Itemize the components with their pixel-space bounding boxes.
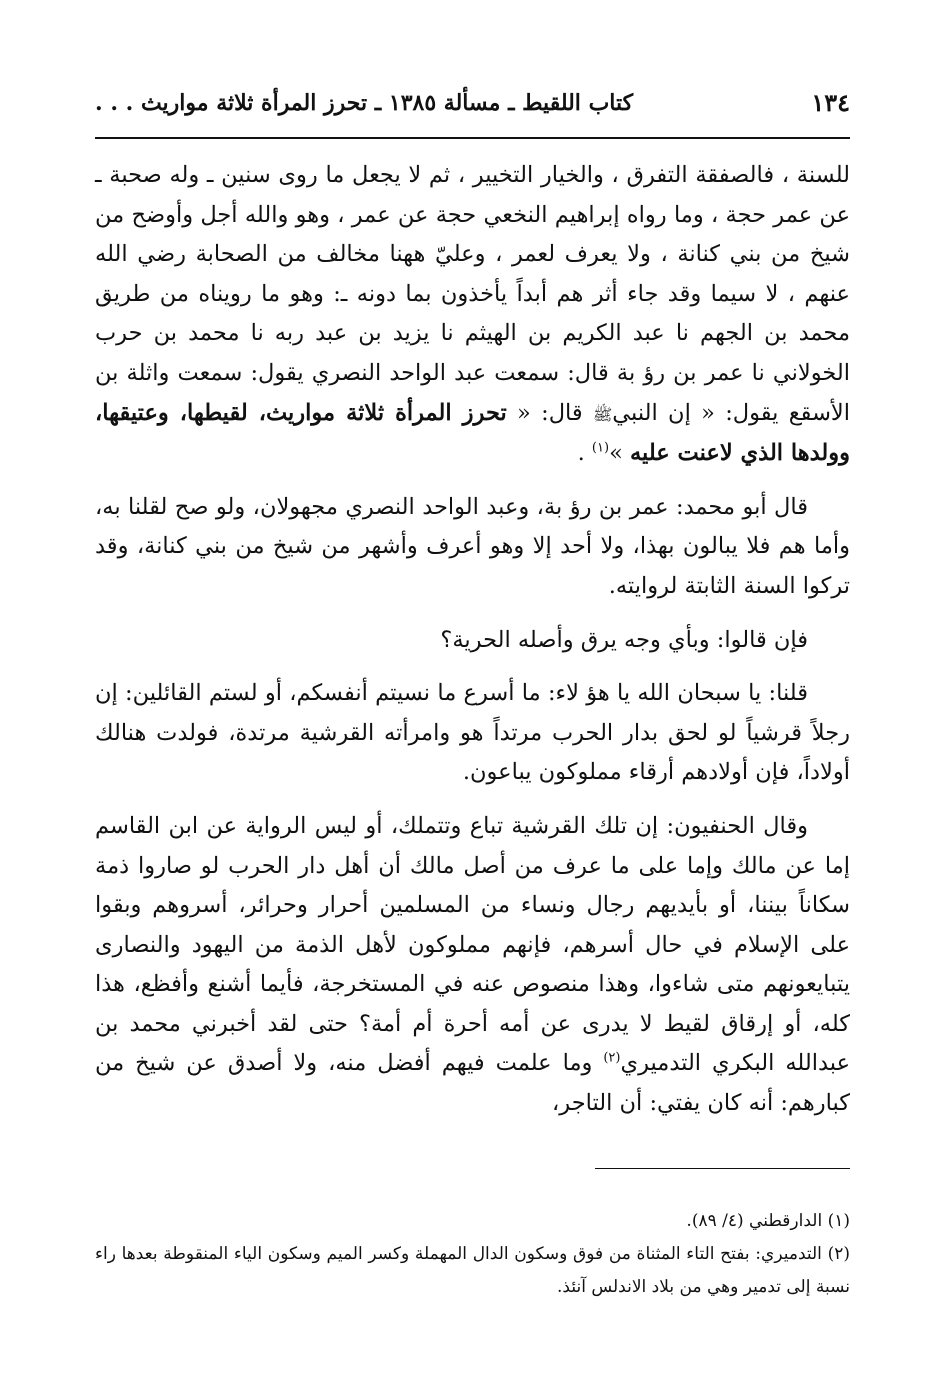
page-number: ١٣٤ bbox=[811, 88, 850, 117]
footnotes bbox=[95, 1205, 850, 1304]
hadith-quote: تحرز المرأة ثلاثة مواريث، لقيطها، وعتيقها، وولدها الذي لاعنت عليه bbox=[95, 399, 850, 467]
footnote-ref-1[interactable]: (١) bbox=[591, 440, 610, 456]
qala-text: قال: « bbox=[506, 399, 593, 426]
footnote-2: (٢) التدميري: بفتح التاء المثناة من فوق وسكون الدال المهملة وكسر الميم وسكون الياء المنقوطة بعدها راء نسبة إلى تدمير وهي من بلاد الاندلس آنئذ. bbox=[95, 1244, 850, 1297]
paragraph-text: وقال الحنفيون: إن تلك القرشية تباع وتتملك، أو ليس الرواية عن ابن القاسم إما عن مالك وإما على ما عرف من أصل مالك أن أهل دار الحرب لو صاروا ذمة سكاناً بيننا، أو بأيديهم رجال ونساء من المسلمين أحرار وحرائر، أسروهم وبقوا على الإسلام في حال أسرهم، فإنهم مملوكون لأهل الذمة من اليهود والنصارى يتبايعونهم متى شاءوا، وهذا منصوص عنه في المستخرجة، فأيما أشنع وأفظع، هذا كله، أو إرقاق لقيط لا يدرى عن أمه أحرة أم أمة؟ حتى لقد أخبرني محمد بن عبدالله البكري التدميري bbox=[95, 812, 850, 1077]
honorific-glyph: ﷺ bbox=[592, 404, 613, 424]
paragraph-end: وما علمت فيهم أفضل منه، ولا أصدق عن شيخ من كبارهم: أنه كان يفتي: أن التاجر، bbox=[95, 1050, 850, 1117]
footnote-rule bbox=[595, 1168, 850, 1169]
paragraph-end: . bbox=[577, 440, 592, 467]
paragraph-hanafis bbox=[95, 807, 850, 1124]
footnote-ref-2[interactable]: (٢) bbox=[603, 1050, 621, 1066]
quote-close: » bbox=[609, 440, 630, 467]
paragraph-text: للسنة ، فالصفقة التفرق ، والخيار التخيير ، ثم لا يجعل ما روى سنين ـ وله صحبة ـ عن عمر حجة ، وما رواه إبراهيم النخعي حجة عن عمر ، وهو والله أجل وأوضح من شيخ من بني كنانة ، ولا يعرف لعمر ، وعليّ ههنا مخالف من الصحابة رضي الله عنهم ، لا سيما وقد جاء أثر هم أبداً يأخذون بما دونه ـ: وهو ما رويناه من طريق محمد بن الجهم نا عبد الكريم بن الهيثم نا يزيد بن عبد ربه نا محمد بن حرب الخولاني نا عمر بن رؤ بة قال: سمعت عبد الواحد النصري يقول: سمعت واثلة بن الأسقع يقول: « إن النبي bbox=[95, 162, 851, 426]
header-rule bbox=[95, 137, 850, 139]
paragraph-question: فإن قالوا: وبأي وجه يرق وأصله الحرية؟ bbox=[440, 626, 808, 653]
paragraph-abu-muhammad: قال أبو محمد: عمر بن رؤ بة، وعبد الواحد النصري مجهولان، ولو صح لقلنا به، وأما هم فلا يبالون بهذا، ولا أحد إلا وهو أعرف وأشهر من شيخ من بني كنانة، وقد تركوا السنة الثابتة لروايته. bbox=[95, 493, 850, 599]
main-text bbox=[95, 156, 850, 1124]
page-header bbox=[95, 88, 850, 132]
running-title: كتاب اللقيط ـ مسألة ١٣٨٥ ـ تحرز المرأة ثلاثة مواريث . . . bbox=[95, 90, 634, 116]
paragraph-hadith bbox=[95, 156, 850, 474]
paragraph-answer: قلنا: يا سبحان الله يا هؤ لاء: ما أسرع ما نسيتم أنفسكم، أو لستم القائلين: إن رجلاً قرشياً لو لحق بدار الحرب مرتداً هو وامرأته القرشية مرتدة، فولدت هنالك أولاداً، فإن أولادهم أرقاء مملوكون يباعون. bbox=[95, 680, 850, 786]
footnote-1: (١) الدارقطني (٤/ ٨٩). bbox=[686, 1211, 850, 1231]
